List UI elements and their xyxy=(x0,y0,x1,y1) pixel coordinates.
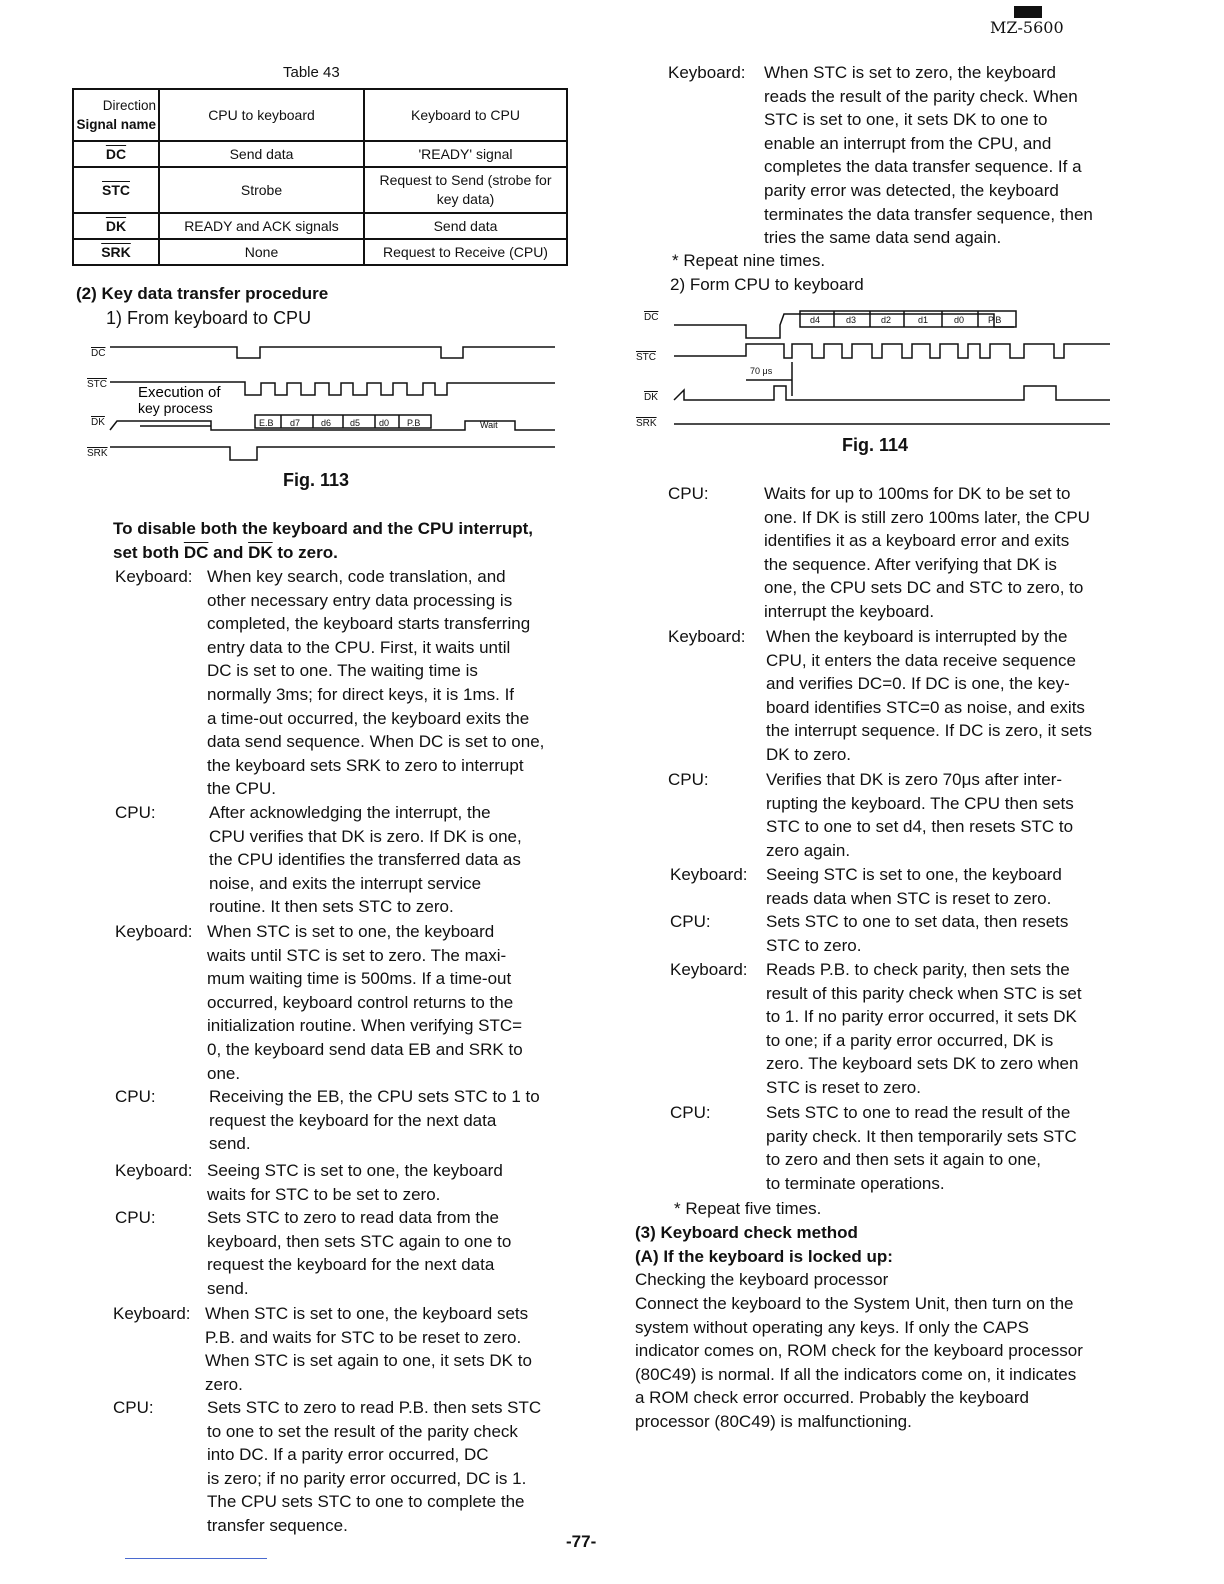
header-signal: Signal name xyxy=(76,117,156,132)
signal-name: $\overline{DC}$ xyxy=(73,141,159,167)
text-line: When the keyboard is interrupted by the xyxy=(766,627,1068,646)
section-heading: (3) Keyboard check method xyxy=(635,1223,858,1242)
header-direction-signal xyxy=(73,89,159,141)
text-line: reads the result of the parity check. When xyxy=(764,86,1078,106)
exec-label: Execution of xyxy=(138,384,221,401)
text-line: P.B. and waits for STC to be reset to zero. xyxy=(205,1327,522,1347)
cpu-kb-cell: READY and ACK signals xyxy=(159,213,364,239)
entry-text xyxy=(207,920,559,1085)
entry-label: CPU: xyxy=(670,1103,711,1122)
text-line: a ROM check error occurred. Probably the keyboard xyxy=(635,1388,1030,1408)
text-line: The CPU sets STC to one to complete the xyxy=(207,1492,525,1512)
kb-cpu-cell: Send data xyxy=(364,213,567,239)
cell-d0: d0 xyxy=(954,315,965,325)
entry-text xyxy=(766,910,1111,957)
text-line: one. If DK is still zero 100ms later, the CPU xyxy=(764,507,1090,527)
entry-label: CPU: xyxy=(670,912,711,931)
text-line: When STC is set again to one, it sets DK to xyxy=(205,1351,532,1371)
text-line: Reads P.B. to check parity, then sets the xyxy=(766,960,1070,979)
entry-text xyxy=(207,565,557,801)
text-line: request the keyboard for the next data xyxy=(209,1110,497,1130)
text-line: to zero and then sets it again to one, xyxy=(766,1150,1042,1170)
text-line: parity check. It then temporarily sets STC xyxy=(766,1126,1077,1146)
text-line: processor (80C49) is malfunctioning. xyxy=(635,1411,912,1431)
intro-paragraph xyxy=(113,517,558,564)
intro-text: set both xyxy=(113,542,184,562)
repeat-note: * Repeat nine times. xyxy=(672,251,826,270)
check-line: Checking the keyboard processor xyxy=(635,1270,889,1289)
text-line: board identifies STC=0 as noise, and exits xyxy=(766,697,1085,717)
exec-label-2: key process xyxy=(138,400,213,416)
text-line: waits until STC is set to zero. The maxi- xyxy=(207,945,507,965)
text-line: Seeing STC is set to one, the keyboard xyxy=(207,1161,503,1180)
entry-keyboard xyxy=(668,625,1111,767)
entry-text xyxy=(766,1101,1111,1195)
cell-pb: P.B xyxy=(407,418,421,428)
wait-label: Wait xyxy=(480,420,498,430)
cell-eb: E.B xyxy=(259,418,274,428)
cell-d2: d2 xyxy=(881,315,892,325)
text-line: STC to zero. xyxy=(766,935,862,955)
entry-label: Keyboard: xyxy=(668,627,746,646)
text-line: Connect the keyboard to the System Unit, then turn on the xyxy=(635,1294,1074,1313)
cell-d0: d0 xyxy=(379,418,390,428)
text-line: 0, the keyboard send data EB and SRK to xyxy=(207,1039,523,1059)
entry-label: Keyboard: xyxy=(670,960,748,979)
text-line: routine. It then sets STC to zero. xyxy=(209,897,454,917)
text-line: zero again. xyxy=(766,840,851,860)
stc-label: STC xyxy=(636,352,656,363)
text-line: keyboard, then sets STC again to one to xyxy=(207,1231,512,1251)
entry-text xyxy=(766,768,1111,862)
text-line: Verifies that DK is zero 70μs after inter- xyxy=(766,770,1063,789)
entry-keyboard xyxy=(113,1302,557,1396)
header-direction: Direction xyxy=(102,98,156,113)
subsection-heading: (A) If the keyboard is locked up: xyxy=(635,1247,893,1266)
cell-d1: d1 xyxy=(918,315,929,325)
entry-keyboard xyxy=(670,863,1111,910)
entry-label: Keyboard: xyxy=(115,922,193,941)
text-line: When STC is set to zero, the keyboard xyxy=(764,63,1056,82)
entry-text xyxy=(207,1159,557,1206)
cell-d6: d6 xyxy=(321,418,332,428)
fig113-diagram xyxy=(85,335,560,470)
entry-label: CPU: xyxy=(113,1398,154,1417)
entry-text xyxy=(764,61,1111,250)
entry-keyboard xyxy=(115,1159,557,1206)
text-line: parity error was detected, the keyboard xyxy=(764,180,1059,200)
entry-label: Keyboard: xyxy=(115,1161,193,1180)
text-line: and verifies DC=0. If DC is one, the key- xyxy=(766,674,1070,694)
text-line: Sets STC to one to set data, then resets xyxy=(766,912,1069,931)
entry-label: CPU: xyxy=(115,803,156,822)
cell-d4: d4 xyxy=(810,315,821,325)
entry-label: Keyboard: xyxy=(668,63,746,82)
srk-label: SRK xyxy=(636,418,657,429)
text-line: tries the same data send again. xyxy=(764,228,1002,248)
text-line: send. xyxy=(209,1134,251,1154)
entry-text xyxy=(205,1302,557,1396)
cell-d3: d3 xyxy=(846,315,857,325)
entry-text xyxy=(766,863,1111,910)
kb-cpu-cell: Request to Receive (CPU) xyxy=(364,239,567,265)
dk-signal: $\overline{DK}$ xyxy=(248,542,273,562)
text-line: noise, and exits the interrupt service xyxy=(209,873,482,893)
entry-text xyxy=(207,1206,557,1300)
text-line: zero. xyxy=(205,1374,243,1394)
header-kb-cpu: Keyboard to CPU xyxy=(364,89,567,141)
footer-rule xyxy=(125,1558,267,1559)
entry-cpu xyxy=(668,482,1111,624)
text-line: into DC. If a parity error occurred, DC xyxy=(207,1445,489,1465)
text-line: the sequence. After verifying that DK is xyxy=(764,554,1057,574)
entry-label: Keyboard: xyxy=(113,1304,191,1323)
check-paragraph xyxy=(635,1292,1114,1434)
text-line: one. xyxy=(207,1063,241,1083)
entry-keyboard xyxy=(115,565,557,801)
text-line: Seeing STC is set to one, the keyboard xyxy=(766,865,1062,884)
text-line: Sets STC to one to read the result of the xyxy=(766,1103,1071,1122)
entry-keyboard xyxy=(670,958,1111,1100)
text-line: reads data when STC is reset to zero. xyxy=(766,888,1052,908)
text-line: one, the CPU sets DC and STC to zero, to xyxy=(764,578,1084,598)
fig114-diagram xyxy=(634,300,1114,435)
text-line: identifies it as a keyboard error and exits xyxy=(764,531,1070,551)
entry-label: Keyboard: xyxy=(115,567,193,586)
entry-text xyxy=(766,958,1111,1100)
text-line: DK to zero. xyxy=(766,744,852,764)
text-line: request the keyboard for the next data xyxy=(207,1255,495,1275)
dk-waveform xyxy=(674,386,1110,400)
text-line: send. xyxy=(207,1278,249,1298)
dc-signal: $\overline{DC}$ xyxy=(183,542,209,562)
header-cpu-kb: CPU to keyboard xyxy=(159,89,364,141)
entry-label: CPU: xyxy=(668,770,709,789)
dc-label: DC xyxy=(91,348,106,359)
dk-label: DK xyxy=(644,392,658,403)
entry-cpu xyxy=(670,910,1111,957)
text-line: Sets STC to zero to read data from the xyxy=(207,1208,499,1227)
text-line: occurred, keyboard control returns to the xyxy=(207,992,514,1012)
cpu-kb-cell: Send data xyxy=(159,141,364,167)
text-line: other necessary entry data processing is xyxy=(207,590,513,610)
text-line: system without operating any keys. If only the CAPS xyxy=(635,1317,1030,1337)
cell-d7: d7 xyxy=(290,418,301,428)
entry-text xyxy=(766,625,1111,767)
text-line: waits for STC to be set to zero. xyxy=(207,1184,441,1204)
signal-name: $\overline{DK}$ xyxy=(73,213,159,239)
intro-text: and xyxy=(208,542,249,562)
text-line: data send sequence. When DC is set to one, xyxy=(207,732,545,752)
text-line: Receiving the EB, the CPU sets STC to 1 to xyxy=(209,1087,540,1106)
text-line: STC is set to one, it sets DK to one to xyxy=(764,110,1048,130)
entry-cpu xyxy=(115,801,557,919)
text-line: the keyboard sets SRK to zero to interrupt xyxy=(207,755,524,775)
entry-text xyxy=(209,1085,559,1156)
text-line: to one; if a parity error occurred, DK is xyxy=(766,1030,1054,1050)
text-line: CPU, it enters the data receive sequence xyxy=(766,650,1076,670)
entry-cpu xyxy=(670,1101,1111,1195)
section-heading: (2) Key data transfer procedure xyxy=(76,284,329,303)
text-line: to terminate operations. xyxy=(766,1173,945,1193)
text-line: normally 3ms; for direct keys, it is 1ms. If xyxy=(207,684,515,704)
text-line: completes the data transfer sequence. If a xyxy=(764,157,1082,177)
kb-cpu-cell: Request to Send (strobe for key data) xyxy=(364,167,567,213)
text-line: transfer sequence. xyxy=(207,1515,348,1535)
text-line: When STC is set to one, the keyboard xyxy=(207,922,495,941)
text-line: terminates the data transfer sequence, then xyxy=(764,204,1093,224)
stc-waveform xyxy=(674,344,1110,358)
text-line: to one to set the result of the parity check xyxy=(207,1421,518,1441)
text-line: initialization routine. When verifying STC= xyxy=(207,1016,523,1036)
timing-label: 70 μs xyxy=(750,366,773,376)
signal-table xyxy=(72,88,568,266)
text-line: result of this parity check when STC is set xyxy=(766,983,1082,1003)
text-line: zero. The keyboard sets DK to zero when xyxy=(766,1054,1079,1074)
dc-label: DC xyxy=(644,312,659,323)
text-line: DC is set to one. The waiting time is xyxy=(207,661,478,681)
dk-label: DK xyxy=(91,417,105,428)
entry-cpu xyxy=(668,768,1111,862)
text-line: When key search, code translation, and xyxy=(207,567,506,586)
text-line: When STC is set to one, the keyboard sets xyxy=(205,1304,529,1323)
entry-cpu xyxy=(113,1396,557,1538)
text-line: completed, the keyboard starts transferring xyxy=(207,614,531,634)
dc-waveform xyxy=(110,347,555,358)
cpu-kb-cell: Strobe xyxy=(159,167,364,213)
text-line: After acknowledging the interrupt, the xyxy=(209,803,491,822)
entry-text xyxy=(764,482,1111,624)
text-line: the CPU identifies the transferred data as xyxy=(209,850,521,870)
model-number: MZ-5600 xyxy=(990,18,1064,37)
text-line: indicator comes on, ROM check for the keyboard processor xyxy=(635,1341,1083,1361)
entry-keyboard xyxy=(115,920,559,1085)
entry-text xyxy=(207,1396,557,1538)
table-title: Table 43 xyxy=(283,64,340,81)
entry-text xyxy=(209,801,557,919)
entry-keyboard xyxy=(668,61,1111,250)
text-line: CPU verifies that DK is zero. If DK is one, xyxy=(209,826,522,846)
signal-name: $\overline{STC}$ xyxy=(73,167,159,213)
signal-name: $\overline{SRK}$ xyxy=(73,239,159,265)
entry-cpu xyxy=(115,1206,557,1300)
stc-label: STC xyxy=(87,379,107,390)
cell-pb: P.B xyxy=(988,315,1002,325)
text-line: STC to one to set d4, then resets STC to xyxy=(766,817,1074,837)
fig114-caption: Fig. 114 xyxy=(842,435,909,455)
intro-line: To disable both the keyboard and the CPU interrupt, xyxy=(113,519,533,538)
text-line: to 1. If no parity error occurred, it sets DK xyxy=(766,1007,1077,1027)
subsection-heading: 2) Form CPU to keyboard xyxy=(670,275,864,294)
text-line: entry data to the CPU. First, it waits until xyxy=(207,637,511,657)
entry-cpu xyxy=(115,1085,559,1156)
text-line: Sets STC to zero to read P.B. then sets STC xyxy=(207,1398,542,1417)
page-number: -77- xyxy=(566,1532,597,1551)
entry-label: CPU: xyxy=(115,1208,156,1227)
entry-label: CPU: xyxy=(668,484,709,503)
text-line: the interrupt sequence. If DC is zero, it sets xyxy=(766,721,1092,741)
intro-line xyxy=(113,541,558,565)
text-line: enable an interrupt from the CPU, and xyxy=(764,133,1052,153)
text-line: mum waiting time is 500ms. If a time-out xyxy=(207,969,512,989)
cpu-kb-cell: None xyxy=(159,239,364,265)
cell-d5: d5 xyxy=(350,418,361,428)
repeat-note: * Repeat five times. xyxy=(674,1199,822,1218)
entry-label: CPU: xyxy=(115,1087,156,1106)
text-line: is zero; if no parity error occurred, DC is 1. xyxy=(207,1468,527,1488)
srk-label: SRK xyxy=(87,448,108,459)
intro-text: to zero. xyxy=(272,542,338,562)
srk-waveform xyxy=(110,447,555,460)
text-line: STC is reset to zero. xyxy=(766,1077,921,1097)
header-mark xyxy=(1014,6,1042,18)
text-line: Waits for up to 100ms for DK to be set to xyxy=(764,484,1071,503)
subsection-heading: 1) From keyboard to CPU xyxy=(106,308,312,328)
entry-label: Keyboard: xyxy=(670,865,748,884)
text-line: the CPU. xyxy=(207,779,276,799)
text-line: a time-out occurred, the keyboard exits the xyxy=(207,708,530,728)
text-line: interrupt the keyboard. xyxy=(764,601,935,621)
kb-cpu-cell: 'READY' signal xyxy=(364,141,567,167)
fig113-caption: Fig. 113 xyxy=(283,470,350,490)
text-line: rupting the keyboard. The CPU then sets xyxy=(766,793,1074,813)
text-line: (80C49) is normal. If all the indicators come on, it indicates xyxy=(635,1364,1077,1384)
